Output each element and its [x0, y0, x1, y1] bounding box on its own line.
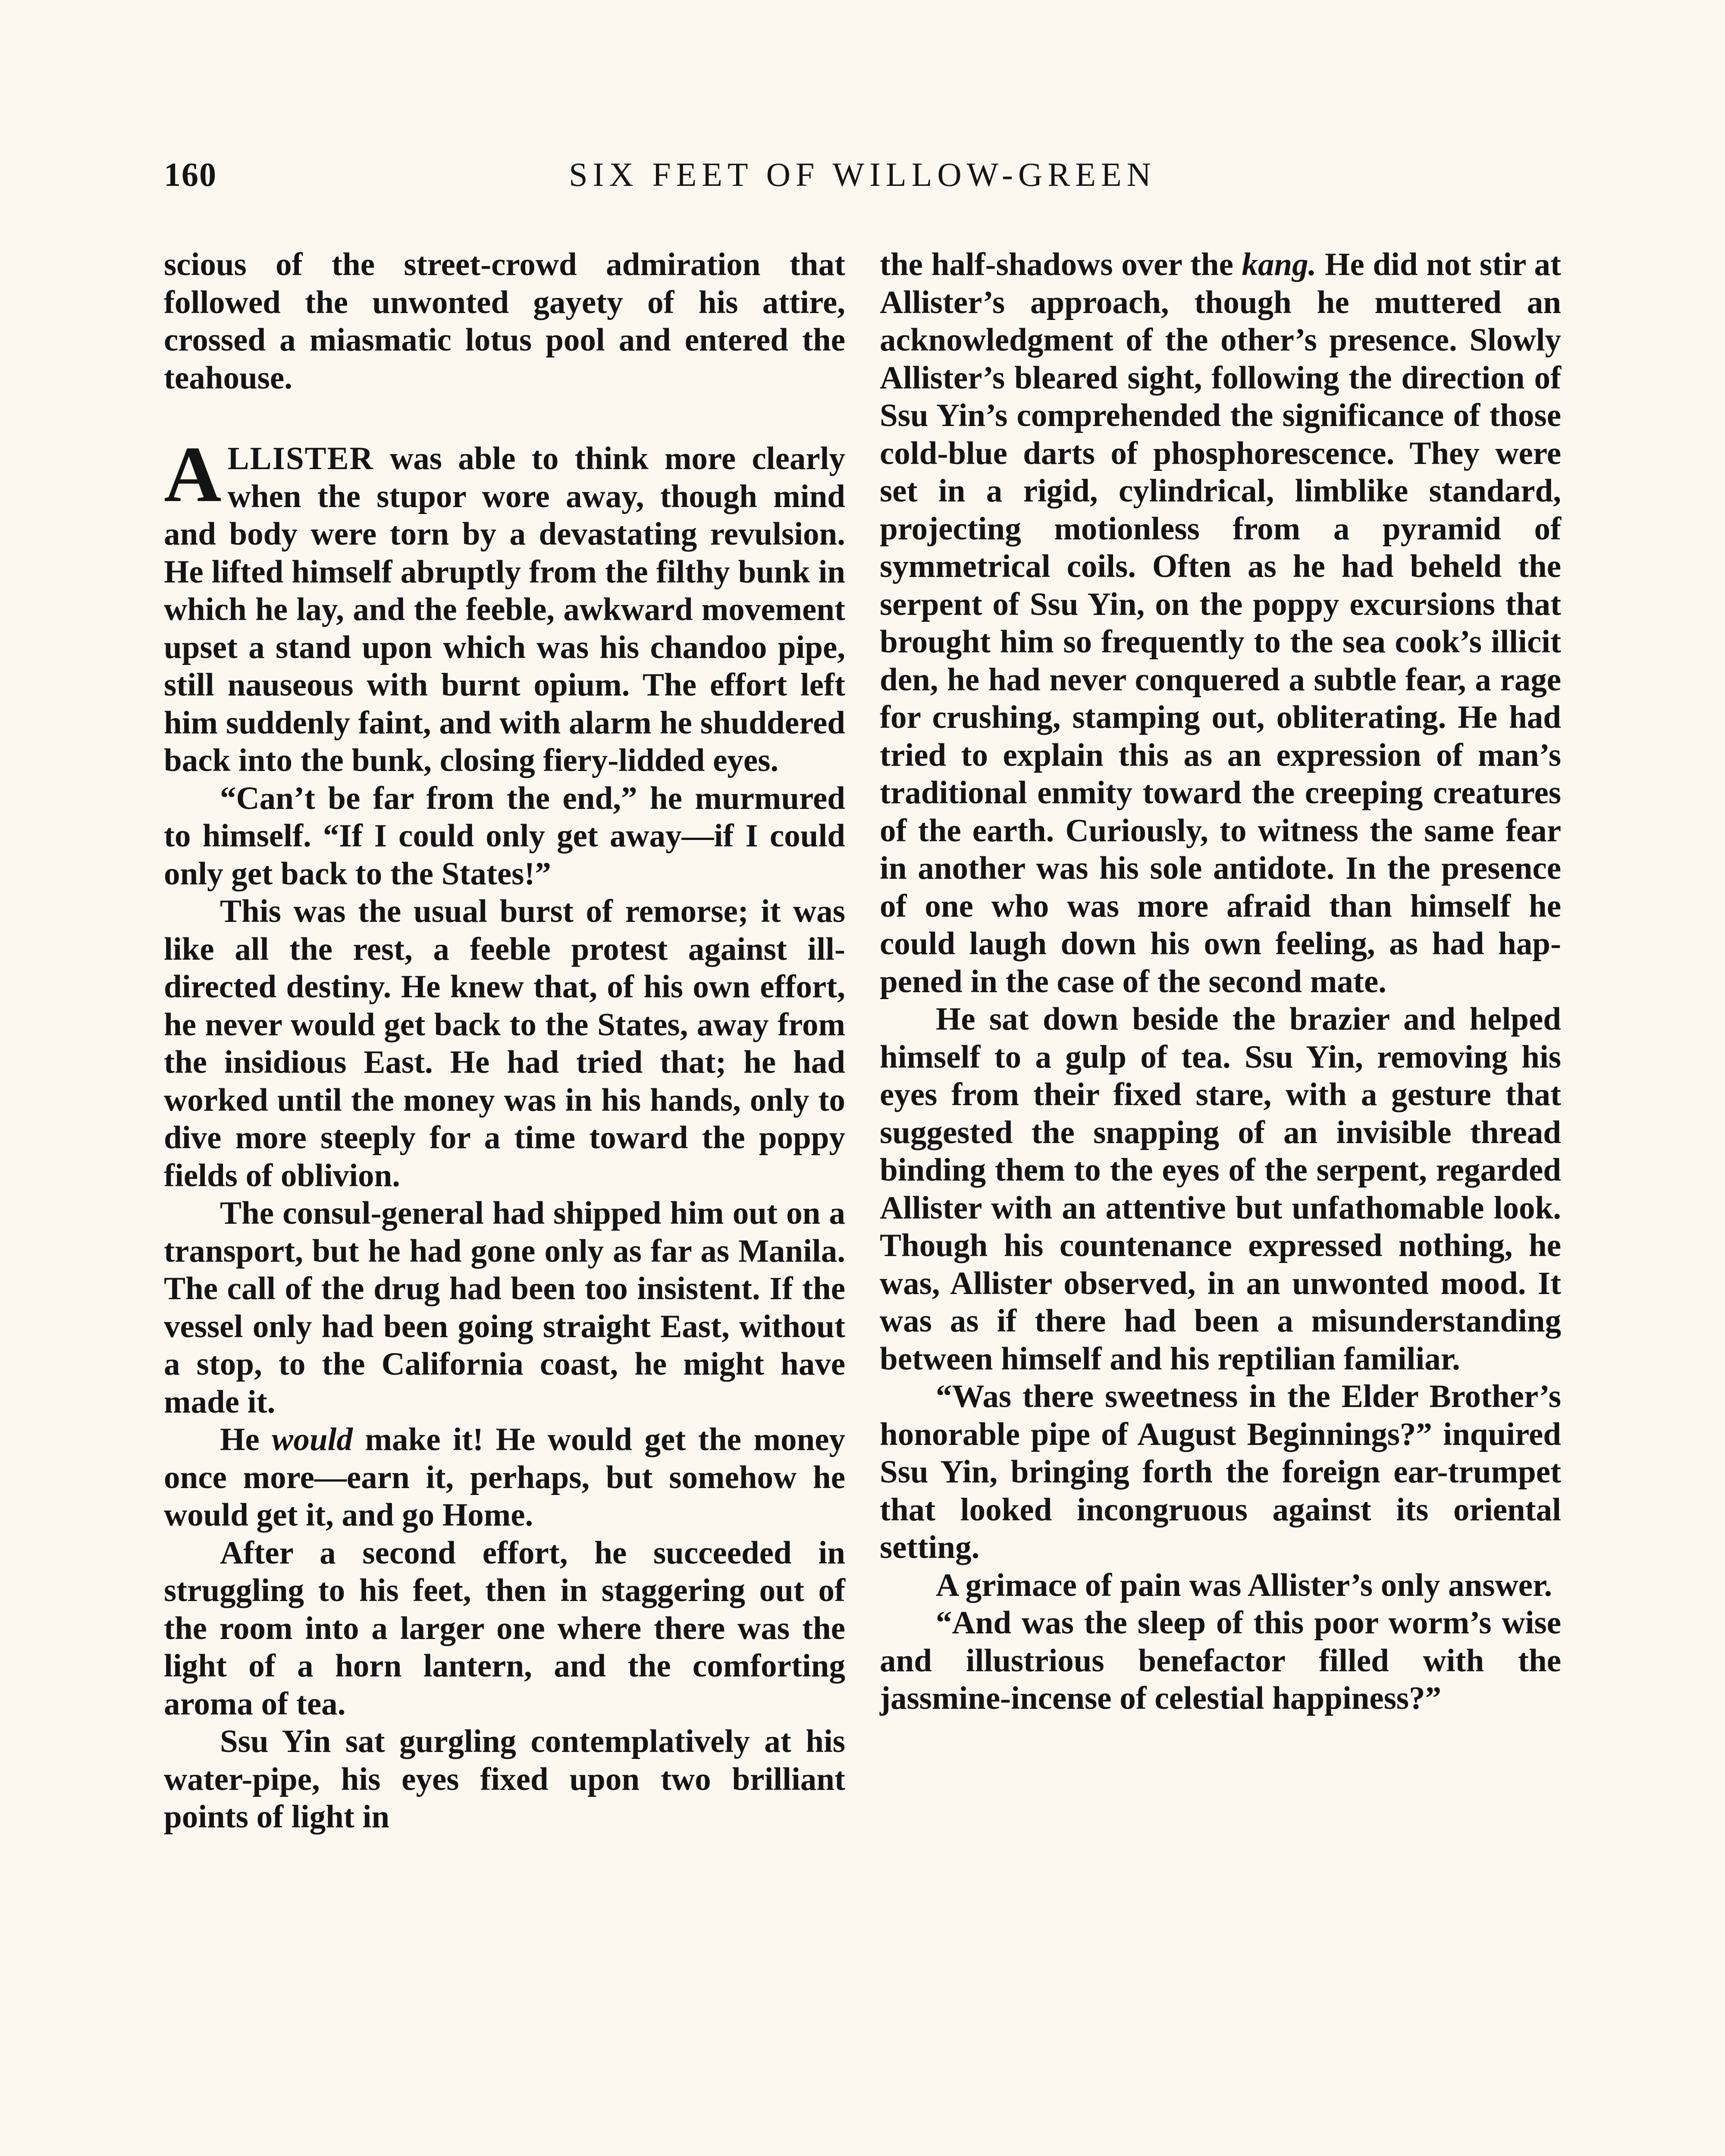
paragraph-text: He did not stir at Allister’s approach, though he muttered an acknowledgment of the other’s presence. Slowly Allister’s bleared sight, following the direction of Ssu Yin’s comprehended the significance of those cold-blue darts of phosphorescence. They were set in a rigid, cylindrical, limblike standard, projecting motionless from a pyramid of symmetrical coils. Often as he had beheld the serpent of Ssu Yin, on the poppy excursions that brought him so frequently to the sea cook’s illicit den, he had never conquered a subtle fear, a rage for crushing, stamping out, obliterating. He had tried to explain this as an expression of man’s traditional enmity toward the creeping creatures of the earth. Curiously, to witness the same fear in another was his sole antidote. In the presence of one who was more afraid than himself he could laugh down his own feeling, as had happened in the case of the second mate.: [880, 247, 1562, 1000]
paragraph: “And was the sleep of this poor worm’s wise and illustrious benefactor filled with the jassmine-incense of celestial happiness?”: [880, 1605, 1561, 1716]
emphasis-text: kang.: [1242, 247, 1317, 282]
paragraph: After a second effort, he succeeded in struggling to his feet, then in staggering out of the room into a larger one where there was the light of a horn lantern, and the comforting aroma of tea.: [164, 1535, 845, 1722]
emphasis-text: would: [272, 1422, 353, 1457]
paragraph: Ssu Yin sat gurgling contemplatively at his water-pipe, his eyes fixed upon two brilliant points of light in: [164, 1724, 845, 1835]
paragraph: [880, 246, 1561, 1000]
paragraph-text: the half-shadows over the: [880, 247, 1242, 282]
right-column: [880, 246, 1561, 1717]
paragraph-text: was able to think more clearly when the stupor wore away, though mind and body were torn by a devastating revulsion. He lifted himself abruptly from the filthy bunk in which he lay, and the feeble, awkward movement upset a stand upon which was his chandoo pipe, still nauseous with burnt opium. The effort left him suddenly faint, and with alarm he shuddered back into the bunk, closing fiery-lidded eyes.: [164, 441, 845, 778]
opening-caps: LLISTER: [227, 441, 374, 476]
page-header: [164, 155, 1561, 211]
drop-cap: A: [164, 430, 222, 519]
paragraph: He sat down beside the brazier and helped himself to a gulp of tea. Ssu Yin, removing his eyes from their fixed stare, with a gesture that suggested the snapping of an invisible thread binding them to the eyes of the serpent, regarded Allister with an attentive but unfathomable look. Though his countenance expressed nothing, he was, Allister observed, in an unwonted mood. It was as if there had been a misunderstanding between himself and his reptilian familiar.: [880, 1001, 1561, 1377]
paragraph-text: He: [220, 1422, 272, 1457]
paragraph-text: make it! He would get the money once more—earn it, perhaps, but somehow he would get it, and go Home.: [164, 1422, 845, 1533]
paragraph: A grimace of pain was Allister’s only answer.: [936, 1567, 1552, 1603]
running-title: SIX FEET OF WILLOW-GREEN: [569, 156, 1156, 193]
paragraph: scious of the street-crowd admiration that followed the unwonted gayety of his attire, crossed a miasmatic lotus pool and entered the teahouse.: [164, 247, 845, 396]
paragraph: “Was there sweetness in the Elder Brother’s honorable pipe of August Beginnings?” inquired Ssu Yin, bringing forth the foreign ear-trumpet that looked incongruous against its oriental setting.: [880, 1379, 1561, 1565]
paragraph: This was the usual burst of remorse; it was like all the rest, a feeble protest against ill-directed destiny. He knew that, of his own effort, he never would get back to the States, away from the insidious East. He had tried that; he had worked until the money was in his hands, only to dive more steeply for a time toward the poppy fields of oblivion.: [164, 893, 845, 1194]
paragraph: The consul-general had shipped him out on a transport, but he had gone only as far as Manila. The call of the drug had been too insistent. If the vessel only had been going straight East, without a stop, to the California coast, he might have made it.: [164, 1195, 845, 1420]
paragraph: [164, 1421, 845, 1534]
section-opening-paragraph: [164, 430, 845, 780]
paragraph: “Can’t be far from the end,” he murmured to himself. “If I could only get away—if I could only get back to the States!”: [164, 780, 845, 892]
left-column: [164, 246, 845, 1836]
page-number: 160: [164, 156, 217, 193]
